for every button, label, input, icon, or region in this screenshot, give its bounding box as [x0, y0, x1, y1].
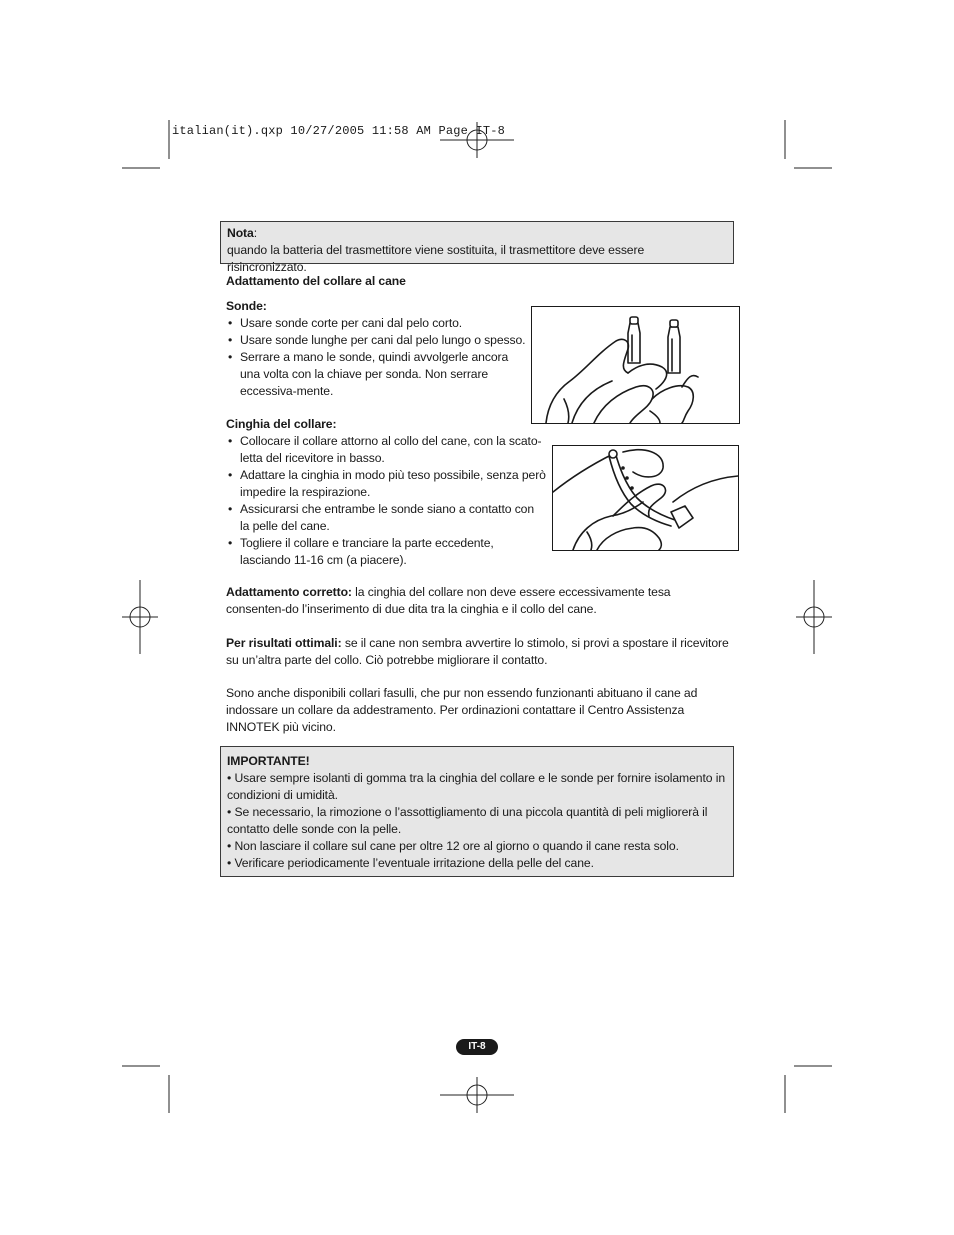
correct-fit-label: Adattamento corretto: — [226, 585, 352, 599]
correct-fit-text: la cinghia del collare non deve essere eccessivamente tesa consenten-do l’inserimento di due dita tra la cinghia e il collo del cane. — [226, 585, 671, 616]
list-item: • Verificare periodicamente l’eventuale irritazione della pelle del cane. — [227, 856, 594, 870]
best-results-text: se il cane non sembra avvertire lo stimolo, si provi a spostare il ricevitore su un’altra parte del collo. Ciò potrebbe migliorare il contatto. — [226, 636, 729, 667]
page-number-badge: IT-8 — [456, 1039, 498, 1055]
note-text: quando la batteria del trasmettitore viene sostituita, il trasmettitore deve essere risincronizzato. — [227, 243, 645, 274]
strap-list — [226, 433, 546, 569]
list-item: • Usare sonde lunghe per cani dal pelo lungo o spesso. — [226, 332, 528, 349]
list-item: • Adattare la cinghia in modo più teso possibile, senza però impedire la respirazione. — [226, 467, 546, 501]
print-slug: italian(it).qxp 10/27/2005 11:58 AM Page IT-8 — [172, 124, 506, 138]
hand-probes-drawing — [532, 307, 739, 423]
probes-section — [226, 298, 528, 400]
list-item: • Se necessario, la rimozione o l’assottigliamento di una piccola quantità di peli migliorerà il contatto delle sonde con la pelle. — [227, 805, 708, 836]
list-item: • Collocare il collare attorno al collo del cane, con la scato-letta del ricevitore in basso. — [226, 433, 546, 467]
list-item: • Assicurarsi che entrambe le sonde siano a contatto con la pelle del cane. — [226, 501, 546, 535]
important-box — [220, 746, 734, 877]
best-results-paragraph — [226, 635, 730, 669]
important-title: IMPORTANTE! — [227, 754, 310, 768]
probes-list — [226, 315, 528, 400]
section-heading: Adattamento del collare al cane — [226, 274, 406, 288]
note-title: Nota — [227, 226, 254, 240]
collar-neck-drawing — [553, 446, 738, 550]
correct-fit-paragraph — [226, 584, 730, 618]
note-colon: : — [253, 226, 257, 240]
list-item: • Usare sonde corte per cani dal pelo corto. — [226, 315, 528, 332]
dummy-collars-paragraph: Sono anche disponibili collari fasulli, che pur non essendo funzionanti abituano il cane ad indossare un collare da addestramento. Per ordinazioni contattare il Centro Assistenza INNOTEK più vicino. — [226, 686, 698, 734]
note-box — [220, 221, 734, 274]
list-item: • Serrare a mano le sonde, quindi avvolgerle ancora una volta con la chiave per sonda. Non serrare eccessiva-mente. — [226, 349, 528, 400]
best-results-label: Per risultati ottimali: — [226, 636, 342, 650]
list-item: • Usare sempre isolanti di gomma tra la cinghia del collare e le sonde per fornire isolamento in condizioni di umidità. — [227, 771, 725, 802]
strap-title: Cinghia del collare: — [226, 417, 337, 431]
strap-section — [226, 416, 546, 569]
collar-illustration — [552, 445, 739, 551]
probes-title: Sonde: — [226, 299, 267, 313]
list-item: • Non lasciare il collare sul cane per oltre 12 ore al giorno o quando il cane resta solo. — [227, 839, 679, 853]
probes-illustration — [531, 306, 740, 424]
list-item: • Togliere il collare e tranciare la parte eccedente, lasciando 11-16 cm (a piacere). — [226, 535, 546, 569]
